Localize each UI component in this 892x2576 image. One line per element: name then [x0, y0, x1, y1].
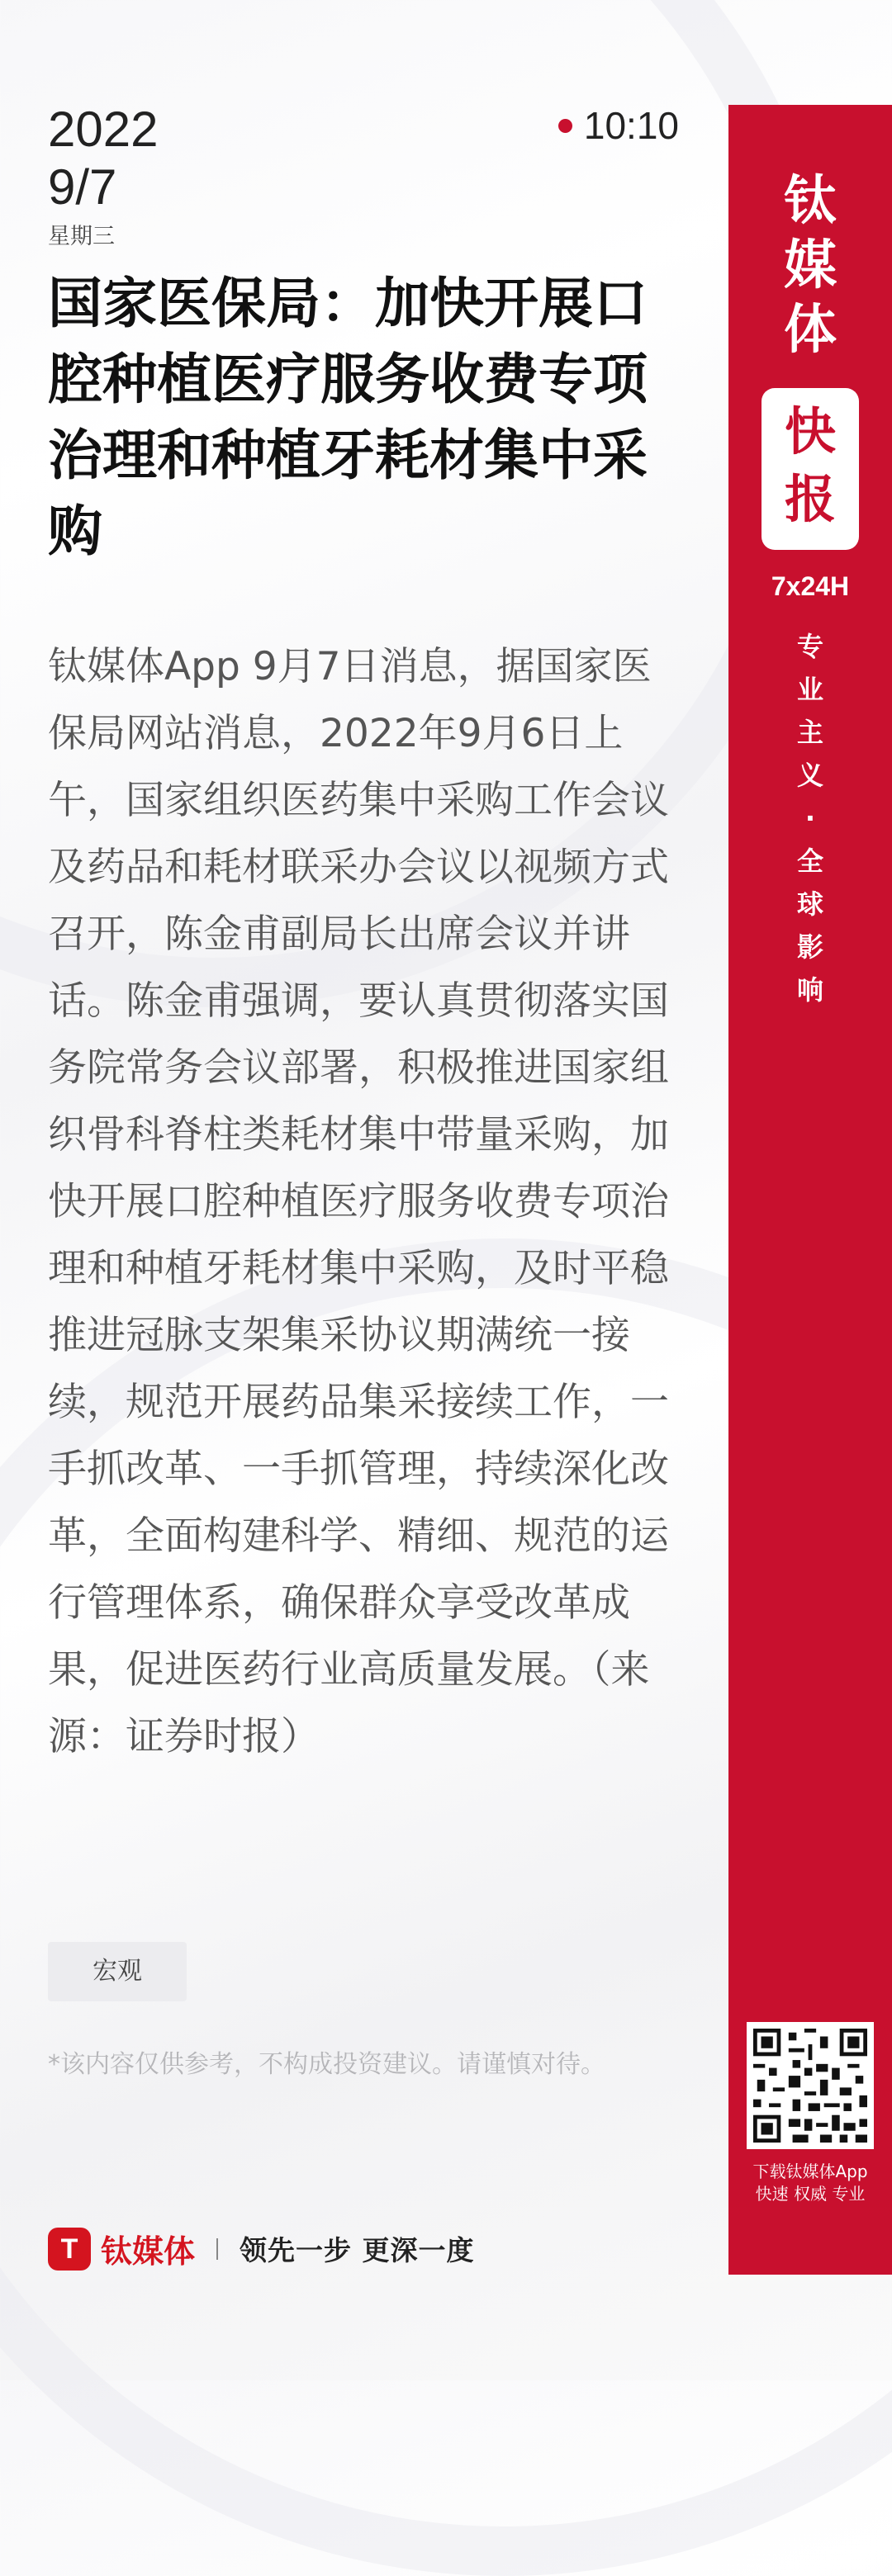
- slogan-char: 专: [796, 631, 823, 662]
- slogan-char: 业: [796, 674, 823, 705]
- qr-caption-line: 下载钛媒体App: [752, 2162, 868, 2181]
- brand-char: 钛: [784, 171, 837, 232]
- footer-slogan: 领先一步 更深一度: [240, 2234, 475, 2266]
- slogan-char: 主: [796, 717, 823, 748]
- divider: [216, 2238, 218, 2260]
- tmtpost-logo-icon: T: [48, 2228, 91, 2271]
- flash-news-badge: [762, 388, 859, 550]
- qr-code[interactable]: [747, 2022, 874, 2149]
- qr-caption-line: 快速 权威 专业: [755, 2184, 866, 2204]
- logo-text: 钛媒体: [101, 2233, 196, 2270]
- time-stamp: [558, 103, 679, 148]
- sidebar-slogan: [728, 625, 892, 1011]
- qr-caption: [728, 2161, 892, 2205]
- slogan-char: 响: [796, 974, 823, 1006]
- disclaimer: *该内容仅供参考，不构成投资建议。请谨慎对待。: [48, 2050, 605, 2079]
- qr-code-icon: [753, 2029, 867, 2143]
- article-body: 钛媒体App 9月7日消息，据国家医保局网站消息，2022年9月6日上午，国家组织医药集中采购工作会议及药品和耗材联采办会议以视频方式召开，陈金甫副局长出席会议并讲话。陈金甫强调，要认真贯彻落实国务院常务会议部署，积极推进国家组织骨科脊柱类耗材集中带量采购，加快开展口腔种植医疗服务收费专项治理和种植牙耗材集中采购，及时平稳推进冠脉支架集采协议期满统一接续，规范开展药品集采接续工作，一手抓改革、一手抓管理，持续深化改革，全面构建科学、精细、规范的运行管理体系，确保群众享受改革成果，促进医药行业高质量发展。（来源：证券时报）: [48, 644, 669, 1759]
- badge-char: 快: [784, 401, 836, 462]
- category-tag[interactable]: 宏观: [48, 1942, 187, 2001]
- slogan-char: ·: [804, 803, 816, 834]
- date-weekday: 星期三: [48, 224, 115, 249]
- article-headline: 国家医保局：加快开展口腔种植医疗服务收费专项治理和种植牙耗材集中采购: [48, 272, 648, 563]
- sidebar-brand: [728, 169, 892, 362]
- brand-char: 媒: [784, 235, 837, 296]
- brand-char: 体: [784, 300, 837, 361]
- date-month-day: 9/7: [48, 159, 117, 215]
- badge-char: 报: [784, 469, 836, 529]
- brand-sidebar: [728, 105, 892, 2275]
- slogan-char: 义: [796, 760, 823, 791]
- live-dot-icon: [558, 119, 572, 133]
- time-text: 10:10: [583, 104, 679, 147]
- slogan-char: 球: [796, 888, 823, 920]
- slogan-char: 影: [796, 931, 823, 963]
- slogan-char: 全: [796, 845, 823, 877]
- sidebar-7x24: 7x24H: [771, 571, 850, 601]
- date-year: 2022: [48, 102, 159, 157]
- footer-brand: [48, 2226, 475, 2271]
